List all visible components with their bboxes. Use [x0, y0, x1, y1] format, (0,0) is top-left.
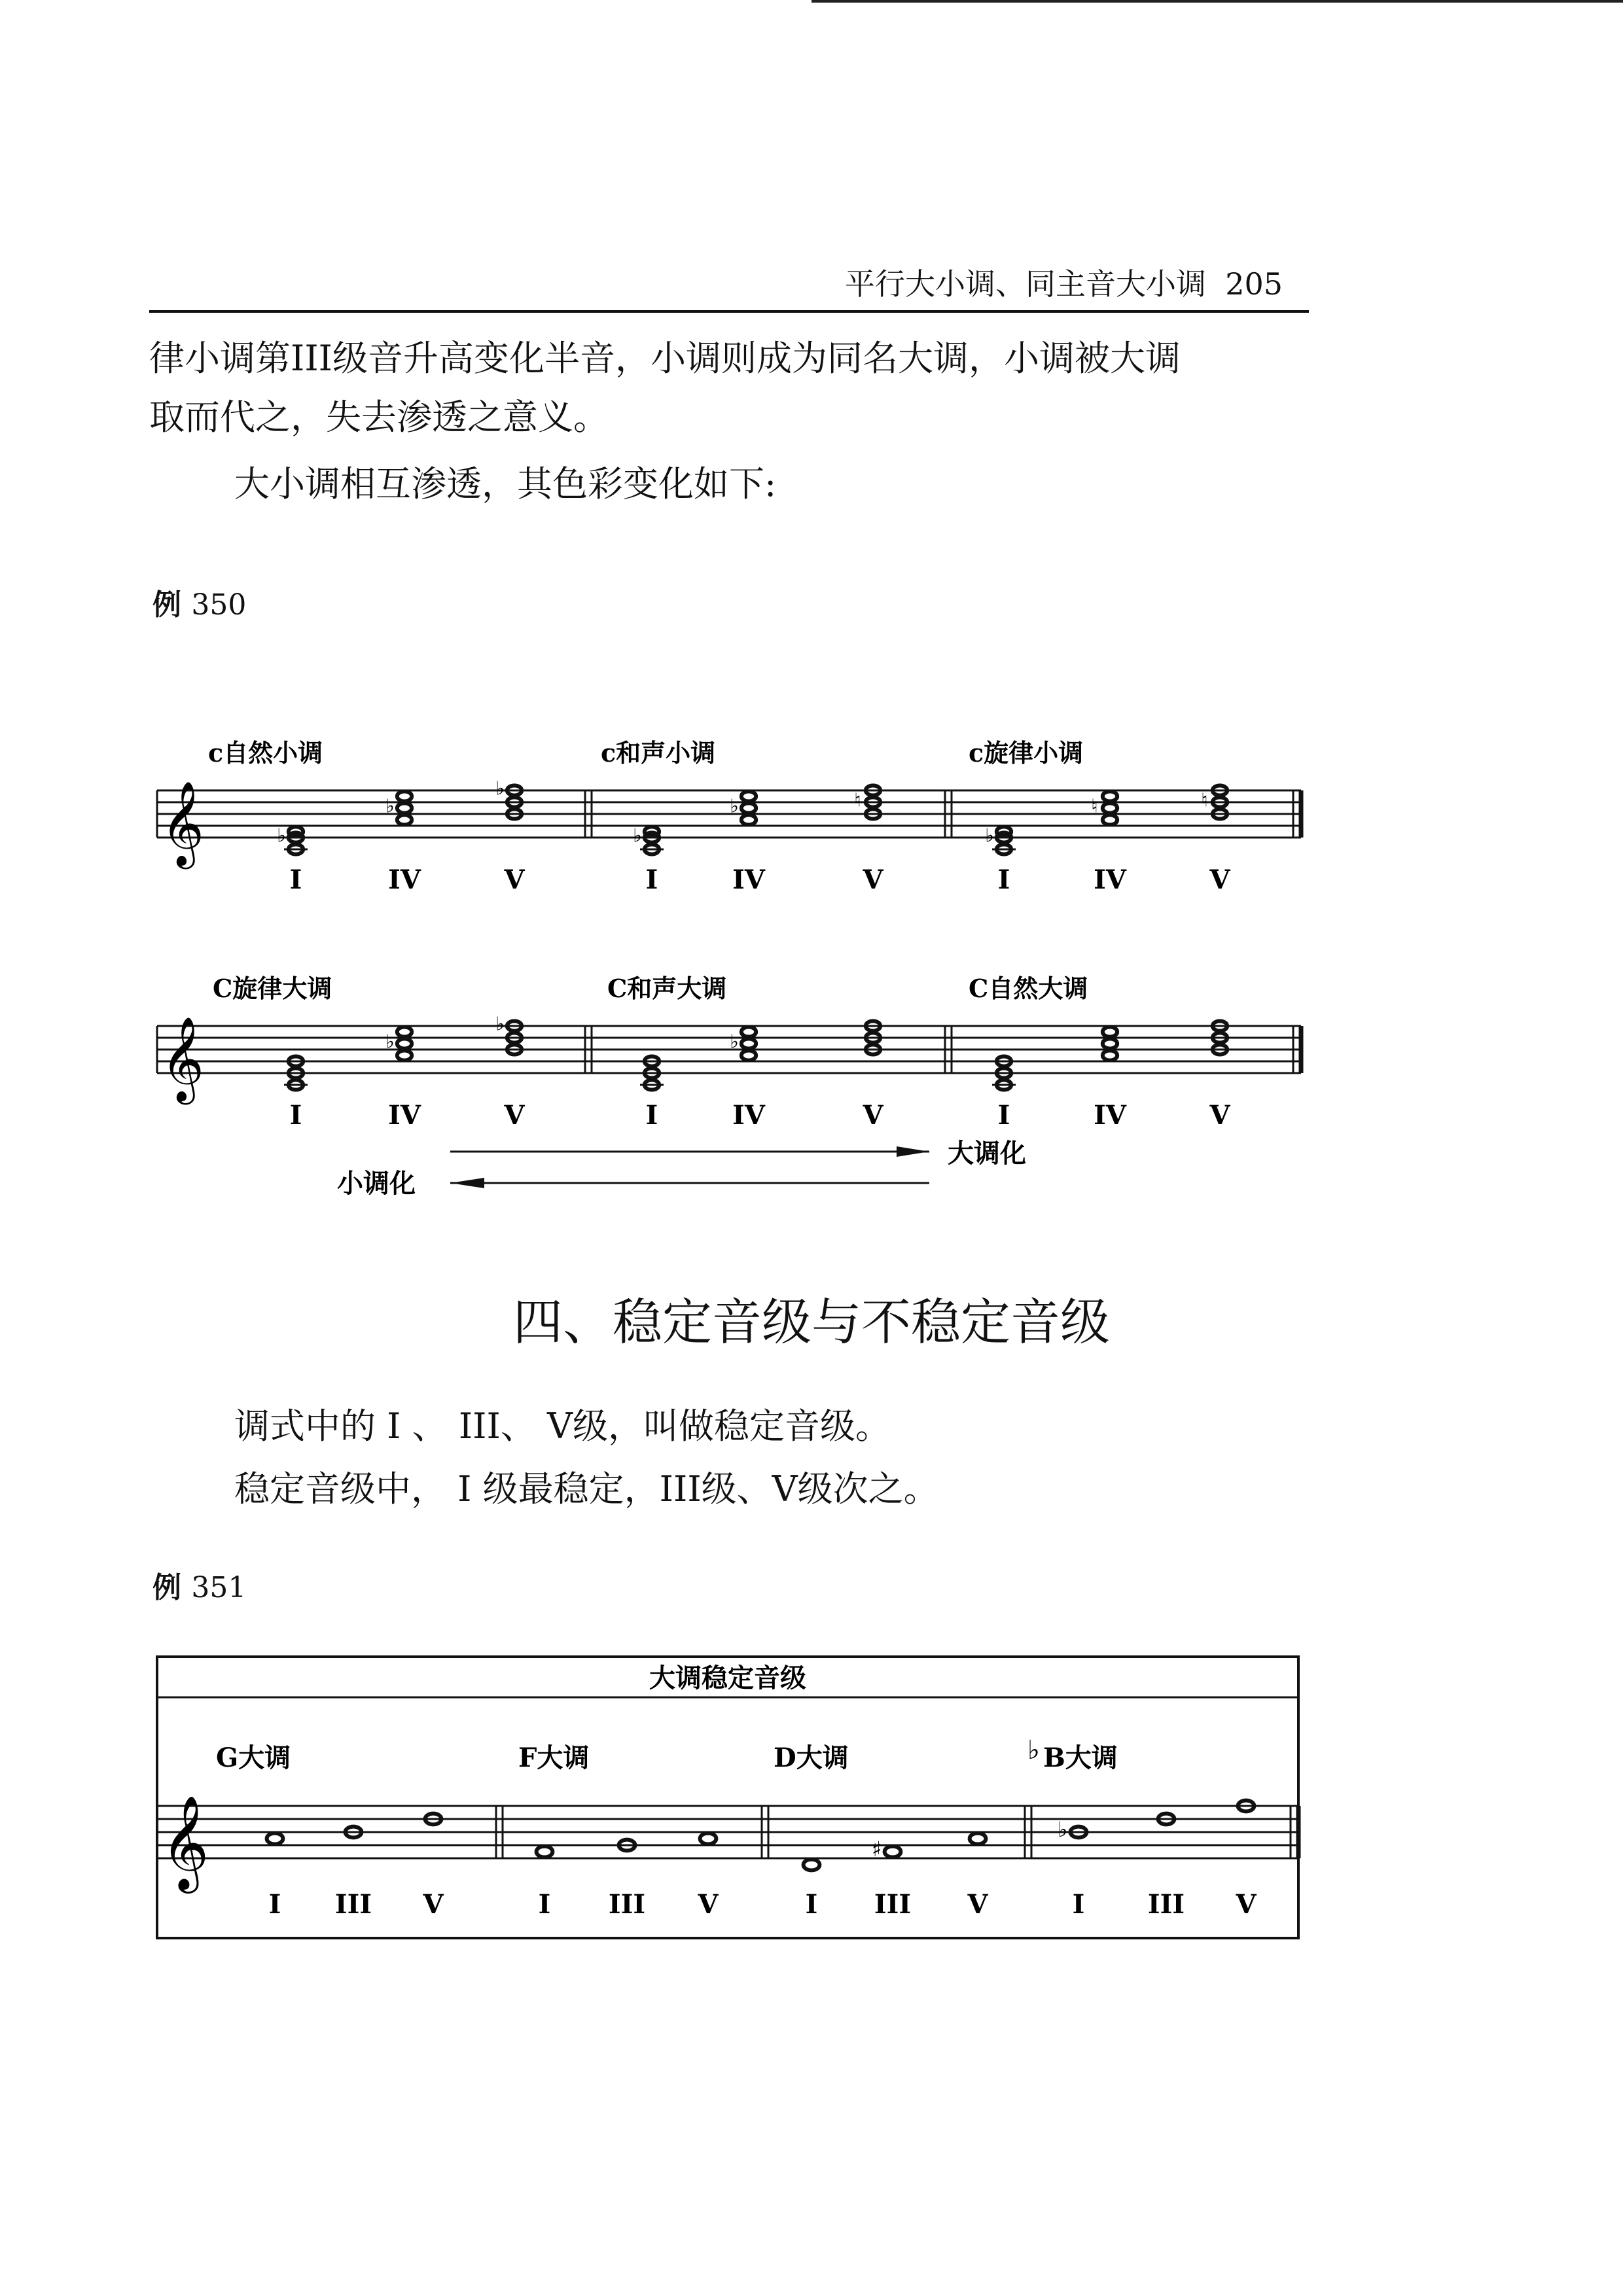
- staff-lines: [157, 777, 1301, 870]
- running-header: [772, 260, 1283, 304]
- whole-note: [885, 1846, 901, 1858]
- whole-note: [741, 791, 756, 801]
- whole-note: [804, 1860, 820, 1871]
- whole-note: [741, 1027, 756, 1036]
- flat-icon: ♭: [277, 824, 286, 847]
- key-label-d-major: D大调: [774, 1742, 849, 1773]
- degree-label: IV: [1094, 1100, 1126, 1131]
- whole-note: [397, 803, 412, 813]
- staff-row-major: [157, 974, 1301, 1131]
- degree-label: IV: [388, 864, 421, 895]
- whole-note: [1103, 1038, 1117, 1048]
- whole-note: [741, 1038, 756, 1048]
- natural-icon: ♮: [1201, 788, 1208, 811]
- whole-note: [1103, 1050, 1117, 1060]
- arrow-major-label: 大调化: [948, 1138, 1026, 1169]
- whole-note: [1103, 791, 1117, 801]
- whole-note: [970, 1833, 986, 1845]
- degree-label: IV: [388, 1100, 421, 1131]
- degree-label: I: [805, 1889, 818, 1920]
- degree-label: III: [608, 1889, 646, 1920]
- flat-icon: ♭: [385, 794, 395, 817]
- example-label-text: 例: [152, 588, 181, 622]
- arrow-minor-head: [450, 1178, 484, 1188]
- degree-label: V: [1236, 1889, 1257, 1920]
- natural-icon: ♮: [854, 788, 861, 811]
- key-label-c-harmonic-major: C和声大调: [607, 974, 727, 1003]
- key-label-g-major: G大调: [216, 1742, 291, 1773]
- whole-note: [397, 791, 412, 801]
- degree-labels: [290, 864, 1231, 895]
- degree-label: I: [1072, 1889, 1085, 1920]
- degree-label: I: [645, 864, 658, 895]
- degree-label: V: [1209, 1100, 1230, 1131]
- degree-label: III: [334, 1889, 372, 1920]
- whole-note: [397, 1038, 412, 1048]
- example-351-label: [152, 1564, 246, 1606]
- degree-label: III: [1147, 1889, 1185, 1920]
- table-title: 大调稳定音级: [649, 1663, 806, 1693]
- paragraph-line-3: 大小调相互渗透，其色彩变化如下:: [234, 463, 777, 504]
- flat-prefix: ♭: [1027, 1735, 1040, 1765]
- flat-icon: ♭: [730, 1030, 739, 1053]
- arrow-minor-label: 小调化: [337, 1168, 416, 1199]
- degree-labels: [290, 1100, 1231, 1131]
- flat-icon: ♭: [633, 824, 642, 847]
- flat-icon: ♭: [385, 1030, 395, 1053]
- degree-labels: [269, 1889, 1257, 1920]
- paragraph-line-2: 取而代之，失去渗透之意义。: [149, 397, 609, 438]
- example-351-table: [0, 1649, 1623, 1989]
- key-label-c-natural-minor: c自然小调: [208, 738, 323, 768]
- key-label-c-harmonic-minor: c和声小调: [601, 738, 716, 768]
- whole-note: [397, 1027, 412, 1036]
- degree-label: IV: [1094, 864, 1126, 895]
- whole-note: [267, 1833, 283, 1845]
- degree-label: I: [289, 1100, 302, 1131]
- degree-label: I: [289, 864, 302, 895]
- section-paragraph-2: 稳定音级中， I 级最稳定，III级、V级次之。: [234, 1468, 939, 1510]
- example-number: 351: [191, 1571, 247, 1604]
- degree-label: I: [997, 864, 1010, 895]
- degree-label: I: [268, 1889, 281, 1920]
- degree-label: V: [504, 864, 525, 895]
- paragraph-line-1: 律小调第III级音升高变化半音，小调则成为同名大调，小调被大调: [149, 338, 1181, 379]
- section-paragraph-1: 调式中的 I 、 III、 V级，叫做稳定音级。: [234, 1405, 891, 1447]
- whole-note: [741, 815, 756, 824]
- whole-note: [1103, 815, 1117, 824]
- flat-icon: ♭: [495, 1012, 505, 1035]
- degree-label: I: [538, 1889, 551, 1920]
- degree-label: III: [874, 1889, 912, 1920]
- staff-lines: [157, 1012, 1301, 1105]
- degree-label: V: [967, 1889, 988, 1920]
- degree-label: V: [423, 1889, 444, 1920]
- flat-icon: ♭: [1058, 1817, 1068, 1842]
- degree-label: V: [504, 1100, 525, 1131]
- degree-label: V: [863, 864, 883, 895]
- staff-lines: [157, 1795, 1298, 1894]
- treble-clef-icon: 𝄞: [161, 1016, 204, 1102]
- flat-icon: ♭: [730, 794, 739, 817]
- key-label-f-major: F大调: [518, 1742, 590, 1773]
- example-label-text: 例: [152, 1571, 181, 1604]
- top-border-line: [812, 0, 1623, 3]
- flat-icon: ♭: [495, 777, 505, 800]
- key-label-c-melodic-major: C旋律大调: [213, 974, 332, 1003]
- whole-note: [741, 803, 756, 813]
- degree-label: IV: [732, 1100, 765, 1131]
- key-label-c-natural-major: C自然大调: [969, 974, 1088, 1003]
- key-label-bflat-major: B大调: [1043, 1742, 1118, 1773]
- whole-note: [741, 1050, 756, 1060]
- example-350-notation: [0, 720, 1623, 1243]
- sharp-icon: ♯: [872, 1837, 882, 1862]
- example-number: 350: [191, 588, 247, 622]
- degree-label: I: [997, 1100, 1010, 1131]
- whole-note: [397, 815, 412, 824]
- header-rule: [149, 310, 1309, 313]
- degree-label: V: [698, 1889, 719, 1920]
- example-350-label: [152, 581, 246, 623]
- whole-note: [700, 1833, 717, 1845]
- degree-label: IV: [732, 864, 765, 895]
- treble-clef-icon: 𝄞: [161, 1795, 209, 1890]
- whole-note: [397, 1050, 412, 1060]
- whole-note: [1103, 1027, 1117, 1036]
- table-border: [157, 1657, 1298, 1938]
- degree-label: I: [645, 1100, 658, 1131]
- natural-icon: ♮: [1091, 794, 1098, 817]
- section-title: 四、稳定音级与不稳定音级: [513, 1293, 1110, 1351]
- degree-label: V: [863, 1100, 883, 1131]
- staff-row-minor: [157, 738, 1301, 895]
- running-title: 平行大小调、同主音大小调: [844, 266, 1206, 302]
- key-label-c-melodic-minor: c旋律小调: [969, 738, 1084, 768]
- whole-note: [537, 1846, 553, 1858]
- whole-note: [1103, 803, 1117, 813]
- flat-icon: ♭: [985, 824, 994, 847]
- degree-label: V: [1209, 864, 1230, 895]
- arrow-major-head: [897, 1146, 929, 1157]
- treble-clef-icon: 𝄞: [161, 781, 204, 866]
- page-number: 205: [1225, 266, 1283, 302]
